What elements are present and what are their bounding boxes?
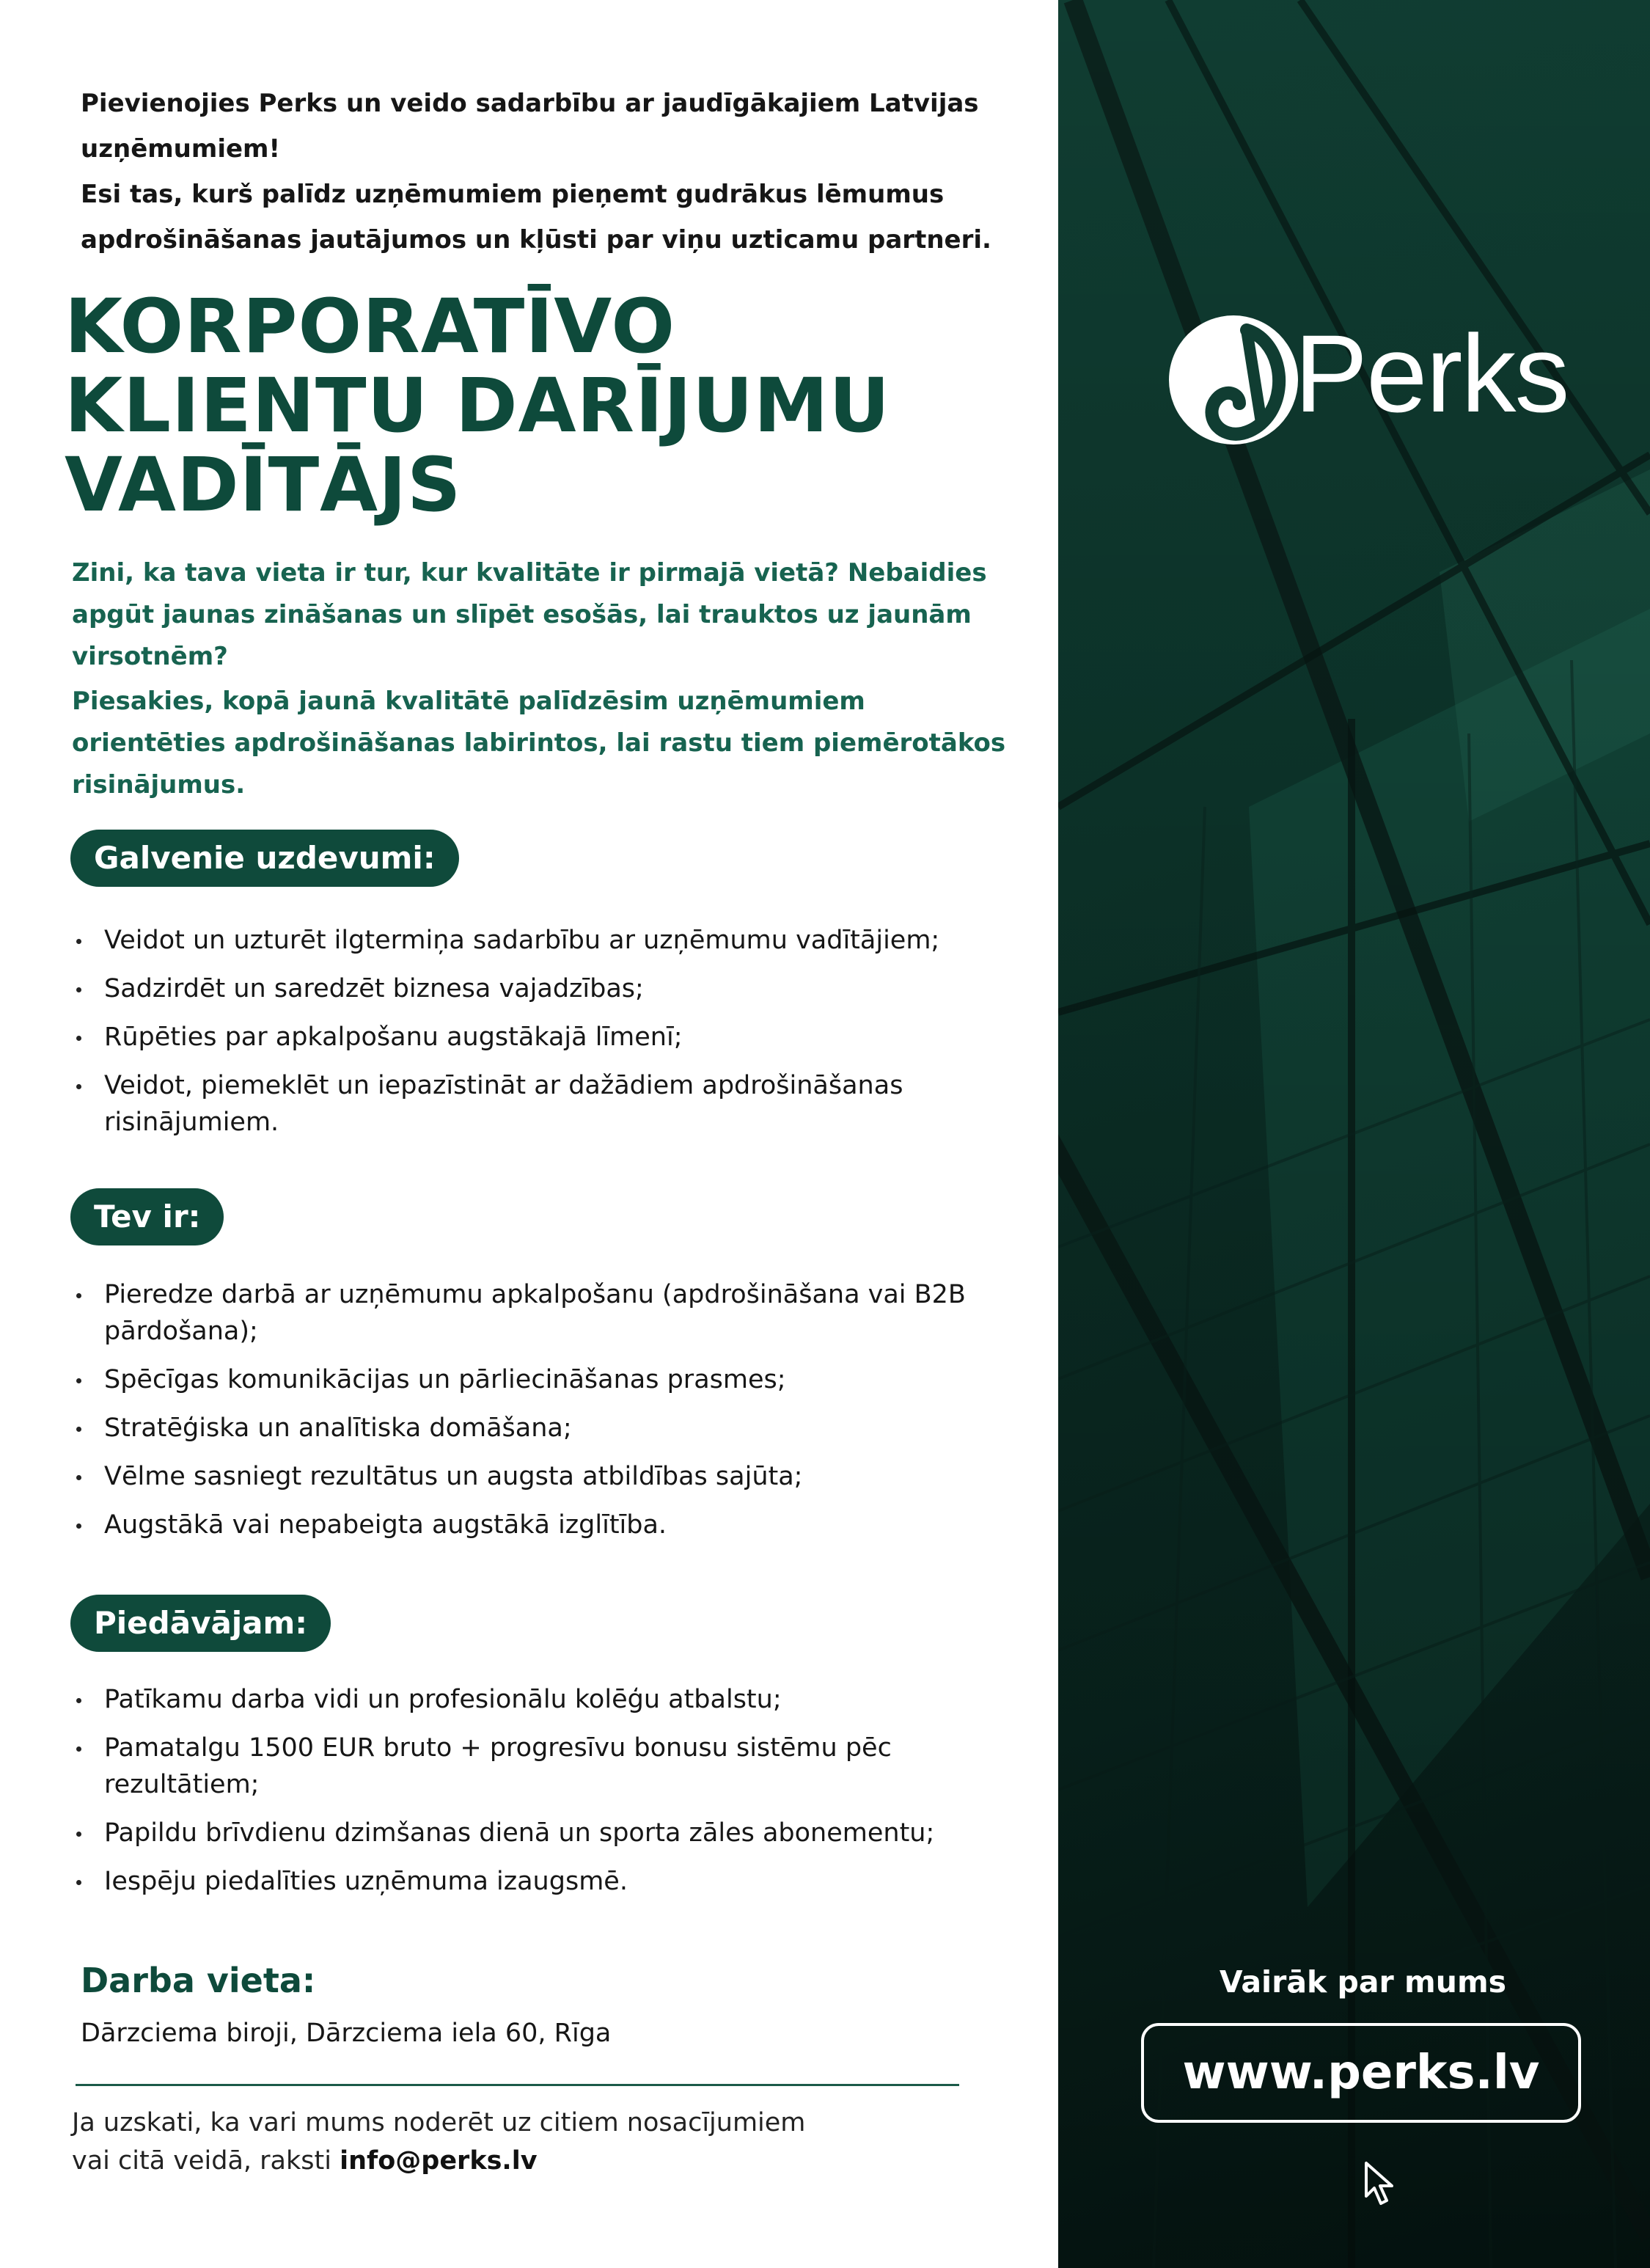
job-title-line-2: KLIENTU DARĪJUMU	[65, 362, 891, 450]
tasks-list	[73, 922, 1005, 1152]
workplace-address: Dārzciema biroji, Dārzciema iela 60, Rīga	[81, 2019, 612, 2048]
requirements-list	[73, 1276, 1005, 1555]
contact-note	[72, 2104, 805, 2180]
divider	[76, 2084, 959, 2086]
list-item: Rūpēties par apkalpošanu augstākajā līmenī;	[73, 1019, 1005, 1056]
intro-line-2: Esi tas, kurš palīdz uzņēmumiem pieņemt gudrākus lēmumus apdrošināšanas jautājumos un kļūsti par viņu uzticamu partneri.	[81, 180, 991, 255]
offer-list	[73, 1681, 1005, 1912]
list-item: Patīkamu darba vidi un profesionālu kolēģu atbalstu;	[73, 1681, 1005, 1718]
list-item: Sadzirdēt un saredzēt biznesa vajadzības;	[73, 970, 1005, 1007]
list-item: Papildu brīvdienu dzimšanas dienā un sporta zāles abonementu;	[73, 1815, 1005, 1851]
job-title-line-1: KORPORATĪVO	[65, 283, 676, 370]
list-item: Veidot, piemeklēt un iepazīstināt ar dažādiem apdrošināšanas risinājumiem.	[73, 1067, 1005, 1141]
intro-line-1: Pievienojies Perks un veido sadarbību ar jaudīgākajiem Latvijas uzņēmumiem!	[81, 89, 979, 164]
contact-note-prefix: vai citā veidā, raksti	[72, 2146, 340, 2176]
lead-paragraph-1: Zini, ka tava vieta ir tur, kur kvalitāte ir pirmajā vietā? Nebaidies apgūt jaunas zināšanas un slīpēt esošās, lai trauktos uz jaunām virsotnēm?	[72, 558, 987, 671]
job-title	[65, 283, 1018, 529]
list-item: Vēlme sasniegt rezultātus un augsta atbildības sajūta;	[73, 1458, 1005, 1495]
contact-email-link[interactable]: info@perks.lv	[340, 2146, 538, 2176]
perks-logo-text: Perks	[1294, 312, 1569, 435]
job-title-line-3: VADĪTĀJS	[65, 442, 462, 529]
offer-heading: Piedāvājam:	[70, 1595, 331, 1652]
lead-text	[72, 552, 1025, 806]
requirements-heading: Tev ir:	[70, 1188, 224, 1245]
mouse-cursor-icon	[1364, 2161, 1395, 2206]
website-button[interactable]: www.perks.lv	[1141, 2023, 1581, 2123]
lead-paragraph-2: Piesakies, kopā jaunā kvalitātē palīdzēsim uzņēmumiem orientēties apdrošināšanas labirintos, lai rastu tiem piemērotākos risinājumus.	[72, 687, 1006, 800]
list-item: Stratēģiska un analītiska domāšana;	[73, 1410, 1005, 1446]
more-about-us-label: Vairāk par mums	[1219, 1964, 1507, 2000]
contact-note-line-2	[72, 2142, 805, 2180]
list-item: Pieredze darbā ar uzņēmumu apkalpošanu (apdrošināšana vai B2B pārdošana);	[73, 1276, 1005, 1350]
list-item: Veidot un uzturēt ilgtermiņa sadarbību ar uzņēmumu vadītājiem;	[73, 922, 1005, 959]
intro-text	[81, 81, 1005, 263]
tasks-heading: Galvenie uzdevumi:	[70, 830, 459, 887]
list-item: Spēcīgas komunikācijas un pārliecināšanas prasmes;	[73, 1361, 1005, 1398]
list-item: Augstākā vai nepabeigta augstākā izglītība.	[73, 1507, 1005, 1543]
contact-note-line-1: Ja uzskati, ka vari mums noderēt uz citiem nosacījumiem	[72, 2108, 806, 2137]
workplace-heading: Darba vieta:	[81, 1961, 316, 2000]
list-item: Pamatalgu 1500 EUR bruto + progresīvu bonusu sistēmu pēc rezultātiem;	[73, 1730, 1005, 1803]
list-item: Iespēju piedalīties uzņēmuma izaugsmē.	[73, 1863, 1005, 1900]
